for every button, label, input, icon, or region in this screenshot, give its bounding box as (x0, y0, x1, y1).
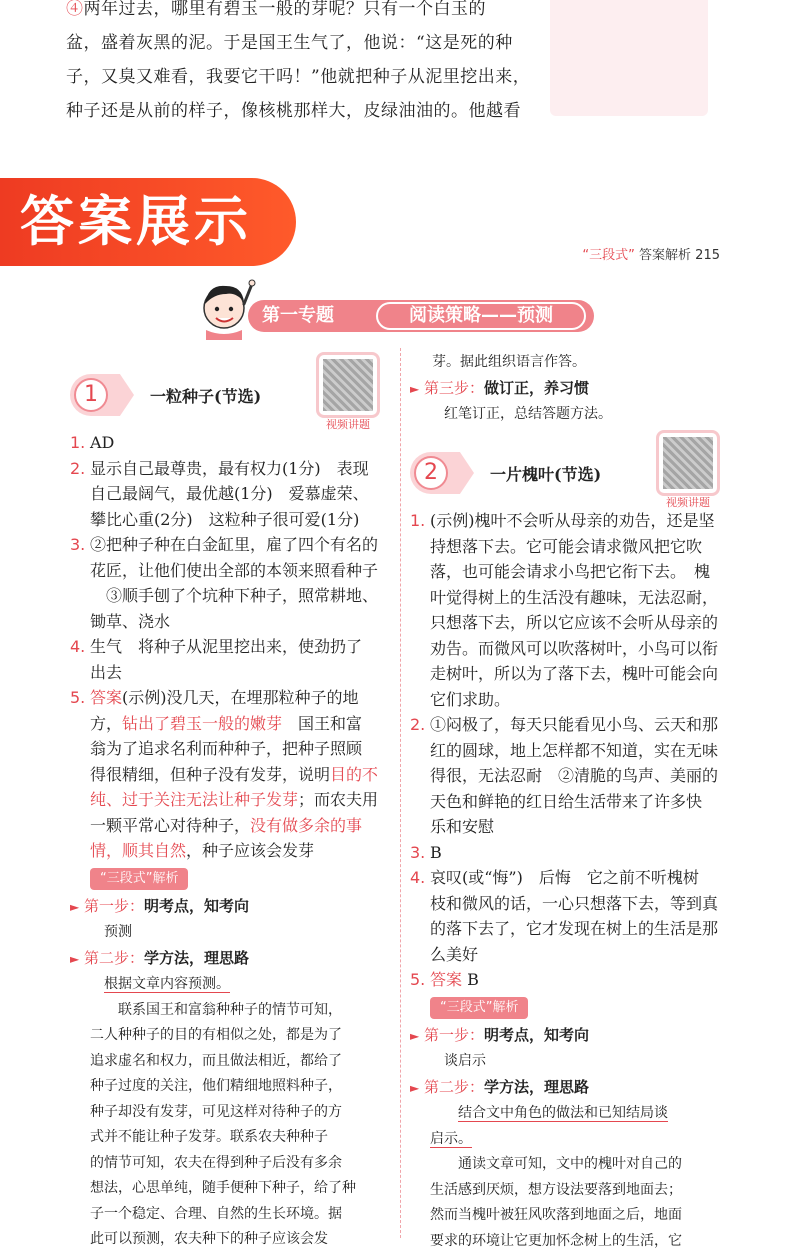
excerpt-line: 种子还是从前的样子，像核桃那样大，皮绿油油的。他越看 (66, 101, 521, 121)
right-column-top (410, 350, 730, 428)
arrow-icon: ► (410, 381, 420, 396)
header-text: 答案解析 (639, 248, 692, 263)
answer-item: 1. (示例)槐叶不会听从母亲的劝告，还是坚 持想落下去。它可能会请求微风把它吹 落，也可能会请求小鸟把它衔下去。 槐 叶觉得树上的生活没有趣味，无法忍耐， 只想落下去，所以它应该不会听从母亲的 劝告。而微风可以吹落树叶，小鸟可以衔 走树叶，所以为了落下去，槐叶可能会向 它们求助。 (410, 511, 719, 709)
analysis-tag: “三段式”解析 (90, 868, 188, 890)
excerpt-line: 两年过去，哪里有碧玉一般的芽呢？只有一个白玉的 (83, 0, 486, 19)
step-heading: ► 第一步：明考点，知考向 (70, 896, 250, 915)
section-badge (410, 452, 474, 494)
story-excerpt (66, 0, 536, 128)
answer-item: 4. 哀叹(或“悔”) 后悔 它之前不听槐树 枝和微风的话，一心只想落下去，等到真 的落下去了，它才发现在树上的生活是那 么美好 (410, 868, 719, 964)
column-divider (400, 348, 401, 1238)
answer-item: 5. 答案 B (410, 970, 479, 989)
qr-caption: 视频讲题 (666, 496, 710, 509)
answer-item: 3. ②把种子种在白金缸里，雇了四个有名的 花匠，让他们使出全部的本领来照看种子 ③顺手刨了个坑种下种子，照常耕地、 锄草、浇水 (70, 535, 379, 631)
right-column (410, 508, 730, 1254)
step-method: 根据文章内容预测。 (104, 976, 230, 992)
page-header (582, 244, 720, 263)
answer-item: 2. 显示自己最尊贵，最有权力(1分) 表现 自己最阔气，最优越(1分) 爱慕虚荣、 攀比心重(2分) 这粒种子很可爱(1分) (70, 458, 369, 529)
paragraph-number: ④ (66, 0, 84, 19)
banner-title: 答案展示 (20, 190, 252, 253)
step-body: 预测 (104, 924, 132, 940)
section-badge (70, 374, 134, 416)
arrow-icon: ► (410, 1080, 420, 1095)
continued-text: 芽。据此组织语言作答。 (432, 354, 586, 370)
excerpt-line: 子，又臭又难看，我要它干吗！”他就把种子从泥里挖出来， (66, 67, 531, 87)
analysis-paragraph: 联系国王和富翁种种子的情节可知， 二人种种子的目的有相似之处，都是为了 追求虚名和权力，而且做法相近，都给了 种子过度的关注，他们精细地照料种子， 种子却没有发芽，可见这样对待种子的方 式并不能让种子发芽。联系农夫种种子 的情节可知，农夫在得到种子后没有多余 想法，心思单纯，随手便种下种子，给了种 子一个稳定、合理、自然的生长环境。据 此可以预测，农夫种下的种子应该会发 (90, 1001, 356, 1247)
section-title: 一粒种子(节选) (150, 387, 262, 406)
topic-first: 第一专题 (262, 305, 334, 326)
section-title: 一片槐叶(节选) (490, 465, 602, 484)
answer-item: 5. 答案(示例)没几天，在埋那粒种子的地 方，钻出了碧玉一般的嫩芽 国王和富 翁为了追求名利而种种子，把种子照顾 得很精细，但种子没有发芽，说明目的不 纯、过于关注无法让种子发芽；而农夫用 一颗平常心对待种子，没有做多余的事 情，顺其自然，种子应该会发芽 (70, 688, 379, 860)
analysis-paragraph: 通读文章可知，文中的槐叶对自己的 生活感到厌烦，想方设法要落到地面去； 然而当槐叶被狂风吹落到地面之后，地面 要求的环境让它更加怀念树上的生活，它 (430, 1156, 682, 1249)
section-number: 2 (414, 456, 448, 490)
answer-item: 3. B (410, 842, 442, 862)
note-box (550, 0, 708, 116)
topic-second: 阅读策略——预测 (376, 302, 586, 330)
arrow-icon: ► (410, 1028, 420, 1043)
qr-code[interactable] (316, 352, 380, 418)
left-column (70, 430, 390, 1253)
step-body: 红笔订正，总结答题方法。 (444, 406, 612, 422)
answer-item: 1. AD (70, 433, 115, 452)
page-number: 215 (695, 248, 720, 263)
qr-code[interactable] (656, 430, 720, 496)
step-heading: ► 第二步：学方法，理思路 (70, 948, 250, 967)
arrow-icon: ► (70, 899, 80, 914)
arrow-icon: ► (70, 951, 80, 966)
excerpt-line: 盆，盛着灰黑的泥。于是国王生气了，他说：“这是死的种 (66, 33, 513, 53)
header-quote: “三段式” (582, 248, 635, 263)
section-number: 1 (74, 378, 108, 412)
step-heading: ► 第三步：做订正，养习惯 (410, 378, 590, 397)
analysis-tag: “三段式”解析 (430, 997, 528, 1019)
answer-banner (0, 178, 296, 266)
answer-item: 2. ①闷极了，每天只能看见小鸟、云天和那 红的圆球，地上怎样都不知道，实在无味 得很，无法忍耐 ②清脆的鸟声、美丽的 天色和鲜艳的红日给生活带来了许多快 乐和安慰 (410, 715, 719, 836)
step-heading: ► 第二步：学方法，理思路 (410, 1077, 590, 1096)
step-method: 结合文中角色的做法和已知结局谈 启示。 (430, 1105, 668, 1147)
qr-caption: 视频讲题 (326, 418, 370, 431)
step-heading: ► 第一步：明考点，知考向 (410, 1025, 590, 1044)
step-body: 谈启示 (444, 1053, 486, 1069)
answer-item: 4. 生气 将种子从泥里挖出来，使劲扔了 出去 (70, 637, 363, 682)
